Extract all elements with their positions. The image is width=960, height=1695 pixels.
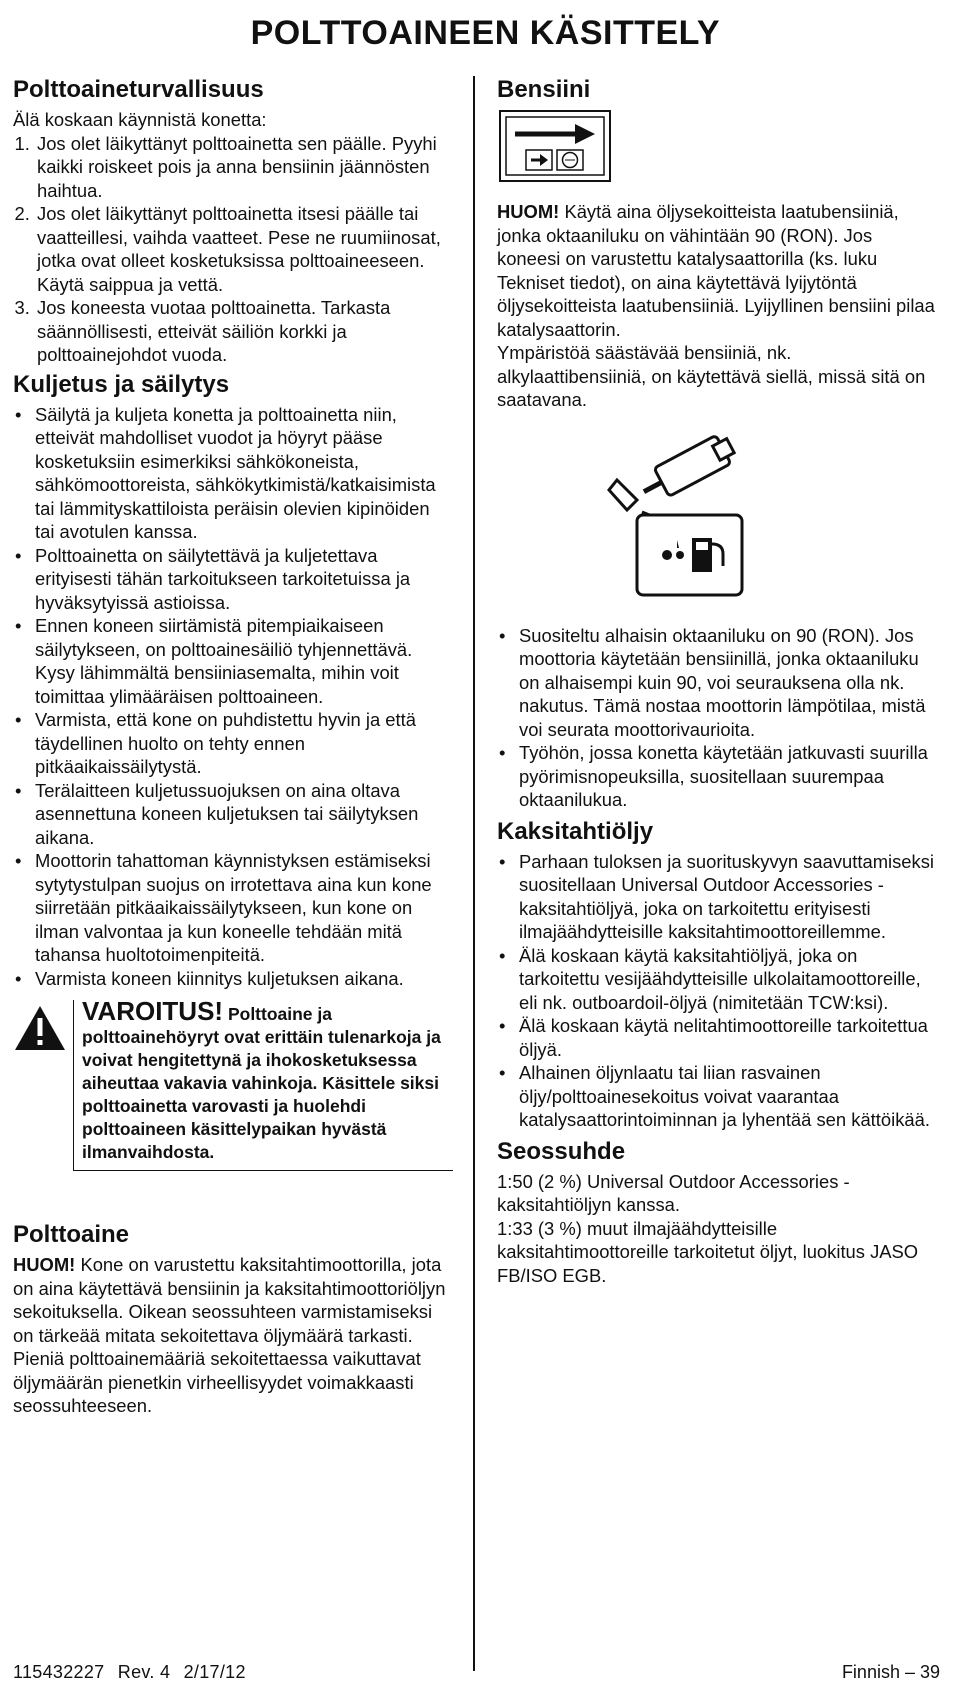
list-item: 3. Jos koneesta vuotaa polttoainetta. Tarkasta säännöllisesti, etteivät säiliön korkki ja polttoainejohdot vuoda. (35, 296, 453, 367)
fuel-can-pouring-icon (597, 420, 757, 600)
list-item: • Säilytä ja kuljeta konetta ja polttoainetta niin, etteivät mahdolliset vuodot ja höyryt pääse kosketuksiin esimerkiksi sähkökoneista, sähkömoottoreista, sähkökytkimistä/katkaisimista tai lämmityskattiloista peräisin olevien kipinöiden tai avotulen kanssa. (35, 403, 453, 544)
footer-doc-info (13, 1662, 246, 1683)
mix-ratio-line-1: 1:50 (2 %) Universal Outdoor Accessories -kaksitahtiöljyn kanssa. (497, 1170, 850, 1215)
list-item: • Älä koskaan käytä kaksitahtiöljyä, joka on tarkoitettu vesijäähdytteisille ulkolaitamoottoreille, eli nk. outboardoil-öljyä (nimitetään TCW:ksi). (519, 944, 937, 1015)
warning-triangle-icon (13, 1000, 73, 1171)
doc-number: 115432227 (13, 1662, 105, 1682)
fuel-sign-icon (499, 110, 611, 182)
mix-ratio-line-2: 1:33 (3 %) muut ilmajäähdytteisille kaksitahtimoottoreille tarkoitetut öljyt, luokitus JASO FB/ISO EGB. (497, 1217, 919, 1286)
list-item: • Varmista koneen kiinnitys kuljetuksen aikana. (35, 967, 453, 991)
right-column (497, 76, 937, 1287)
note-label: HUOM! (13, 1254, 76, 1275)
transport-heading: Kuljetus ja säilytys (13, 370, 230, 398)
warning-box (13, 996, 453, 1171)
oil-list (497, 850, 937, 1132)
page-title: POLTTOAINEEN KÄSITTELY (250, 14, 720, 52)
fuel-safety-list (13, 132, 453, 367)
fuel-heading: Polttoaine (13, 1221, 130, 1248)
list-item: • Polttoainetta on säilytettävä ja kuljetettava erityisesti tähän tarkoitukseen tarkoitetuissa ja hyväksytyissä astioissa. (35, 544, 453, 615)
fuel-safety-heading: Polttoaineturvallisuus (13, 76, 264, 103)
list-item: • Ennen koneen siirtämistä pitempiaikaiseen säilytykseen, on polttoainesäiliö tyhjennettävä. Kysy lähimmältä bensiiniasemalta, mihin voit toimittaa ylimääräisen polttoaineen. (35, 614, 453, 708)
oil-heading: Kaksitahtiöljy (497, 817, 654, 845)
warning-title: VAROITUS! (82, 996, 224, 1026)
revision: Rev. 4 (117, 1662, 171, 1682)
gasoline-note (497, 200, 937, 341)
list-item: • Terälaitteen kuljetussuojuksen on aina oltava asennettuna koneen kuljetuksen tai säilytyksen aikana. (35, 779, 453, 850)
fuel-safety-intro: Älä koskaan käynnistä konetta: (13, 109, 267, 130)
warning-message: Polttoaine ja polttoainehöyryt ovat erittäin tulenarkoja ja voivat hengitettynä ja ihokosketuksessa aiheuttaa vakavia vahinkoja. Käsittele siksi polttoainetta varovasti ja huolehdi polttoaineen käsittelypaikan hyvästä ilmanvaihdosta. (82, 1004, 441, 1162)
gasoline-heading: Bensiini (497, 76, 591, 103)
transport-list (13, 403, 453, 991)
fuel-paragraph (13, 1253, 453, 1418)
page-number: Finnish – 39 (841, 1662, 940, 1682)
gasoline-note-text: Käytä aina öljysekoitteista laatubensiiniä, jonka oktaaniluku on vähintään 90 (RON). Jos koneesi on varustettu katalysaattorilla (ks. luku Tekniset tiedot), on aina käytettävä lyijytöntä öljysekoitteista laatubensiiniä. Lyijyllinen bensiini pilaa katalysaattorin. (497, 201, 935, 340)
gasoline-eco-text: Ympäristöä säästävää bensiiniä, nk. alkylaattibensiiniä, on käytettävä siellä, missä sitä on saatavana. (497, 342, 926, 410)
list-item: • Parhaan tuloksen ja suorituskyvyn saavuttamiseksi suositellaan Universal Outdoor Accessories - kaksitahtiöljyä, joka on tarkoitettu erityisesti ilmajäähdytteisille kaksitahtimoottoreillemme. (519, 850, 937, 944)
gasoline-list (497, 624, 937, 812)
list-item: 1. Jos olet läikyttänyt polttoainetta sen päälle. Pyyhi kaikki roiskeet pois ja anna bensiinin jäännösten haihtua. (35, 132, 453, 203)
note-label: HUOM! (497, 201, 560, 222)
list-item: • Työhön, jossa konetta käytetään jatkuvasti suurilla pyörimisnopeuksilla, suositellaan suurempaa oktaanilukua. (519, 741, 937, 812)
list-item: • Varmista, että kone on puhdistettu hyvin ja että täydellinen huolto on tehty ennen pitkäaikaissäilytystä. (35, 708, 453, 779)
column-divider (473, 76, 475, 1671)
list-item: • Älä koskaan käytä nelitahtimoottoreille tarkoitettua öljyä. (519, 1014, 937, 1061)
mix-ratio-heading: Seossuhde (497, 1137, 626, 1165)
list-item: • Moottorin tahattoman käynnistyksen estämiseksi sytytystulpan suojus on irrotettava aina kun kone siirretään pitkäaikaissäilytykseen, kun kone on ilman valvontaa ja kun koneelle tehdään mitä tahansa huoltotoimenpiteitä. (35, 849, 453, 967)
doc-date: 2/17/12 (183, 1662, 246, 1682)
left-column (13, 76, 453, 1418)
list-item: • Alhainen öljynlaatu tai liian rasvainen öljy/polttoainesekoitus voivat vaarantaa katalysaattorintoiminnan ja lyhentää sen kättöikää. (519, 1061, 937, 1132)
fuel-text: Kone on varustettu kaksitahtimoottorilla, jota on aina käytettävä bensiinin ja kaksitahtimoottoriöljyn sekoituksella. Oikean seossuhteen varmistamiseksi on tärkeää mitata sekoitettava öljymäärä tarkasti. Pieniä polttoainemääriä sekoitettaessa vaikuttavat öljymäärän pienetkin virheellisyydet voimakkaasti seossuhteeseen. (13, 1254, 446, 1416)
list-item: • Suositeltu alhaisin oktaaniluku on 90 (RON). Jos moottoria käytetään bensiinillä, jonka oktaaniluku on alhaisempi kuin 90, voi seurauksena olla nk. nakutus. Tämä nostaa moottorin lämpötilaa, mistä voi seurata moottorivaurioita. (519, 624, 937, 742)
list-item: 2. Jos olet läikyttänyt polttoainetta itsesi päälle tai vaatteillesi, vaihda vaatteet. Pese ne ruumiinosat, jotka ovat olleet kosketuksissa polttoaineeseen. Käytä saippua ja vettä. (35, 202, 453, 296)
warning-text (73, 996, 453, 1171)
